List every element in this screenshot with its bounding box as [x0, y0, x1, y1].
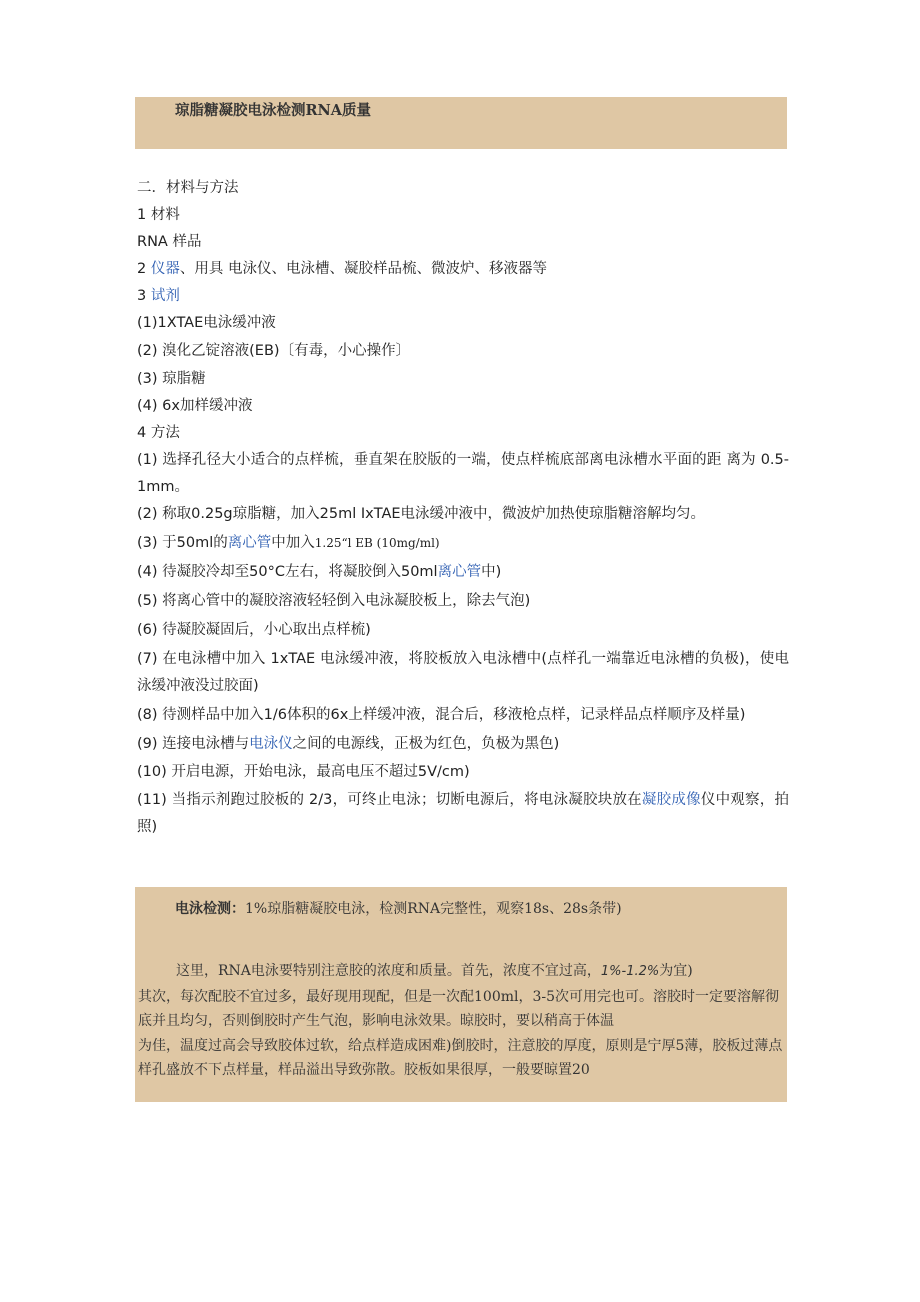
- reagent-item: (2) 溴化乙锭溶液(EB)〔有毒，小心操作〕: [137, 343, 411, 359]
- reagent-item: (4) 6x加样缓冲液: [137, 398, 253, 414]
- note-text: 其次，每次配胶不宜过多，最好现用现配，但是一次配100ml，3-5次可用完也可。溶胶时一定要溶解彻底并且均匀，否则倒胶时产生气泡，影响电泳效果。晾胶时，要以稍高于体温: [138, 988, 780, 1029]
- method-step: (2) 称取0.25g琼脂糖，加入25ml IxTAE电泳缓冲液中，微波炉加热使琼脂糖溶解均匀。: [137, 506, 706, 522]
- method-step: (7) 在电泳槽中加入 1xTAE 电泳缓冲液，将胶板放入电泳槽中(点样孔一端靠近电泳槽的负极)，使电泳缓冲液没过胶面): [137, 651, 789, 694]
- method-step: (3) 于50ml的离心管中加入1.25“l EB (10mg/ml): [137, 535, 440, 551]
- method-step: (5) 将离心管中的凝胶溶液轻轻倒入电泳凝胶板上，除去气泡): [137, 593, 531, 609]
- electrophoresis-apparatus-link[interactable]: 电泳仪: [249, 736, 293, 752]
- note-title: 电泳检测：1%琼脂糖凝胶电泳，检测RNA完整性，观察18s、28s条带): [175, 901, 622, 917]
- method-step: (10) 开启电源，开始电泳，最高电压不超过5V/cm): [137, 764, 470, 780]
- note-box: [135, 887, 787, 1102]
- instruments-line: 2 仪器、用具 电泳仪、电泳槽、凝胶样品梳、微波炉、移液器等: [137, 261, 547, 277]
- note-label: 电泳检测：: [175, 901, 245, 917]
- method-step: (4) 待凝胶冷却至50°C左右，将凝胶倒入50ml离心管中): [137, 564, 502, 580]
- methods-heading: 4 方法: [137, 425, 180, 441]
- page-title: 琼脂糖凝胶电泳检测RNA质量: [175, 102, 372, 119]
- centrifuge-tube-link[interactable]: 离心管: [227, 535, 272, 551]
- title-banner: [135, 97, 787, 149]
- method-step: (9) 连接电泳槽与电泳仪之间的电源线，正极为红色，负极为黑色): [137, 736, 560, 752]
- gel-imaging-link[interactable]: 凝胶成像: [641, 792, 701, 808]
- note-paragraph: 这里，RNA电泳要特别注意胶的浓度和质量。首先，浓度不宜过高，1%-1.2%为宜) 其次，每次配胶不宜过多，最好现用现配，但是一次配100ml，3-5次可用完也可。溶胶时一定要溶解彻底并且均匀，否则倒胶时产生气泡，影响电泳效果。晾胶时，要以稍高于体温 为佳，温度过高会导致胶体过软，给点样造成困难)倒胶时，注意胶的厚度，原则是宁厚5薄，胶板过薄点样孔盛放不下点样量，样品溢出导致弥散。胶板如果很厚，一般要晾置20: [138, 959, 786, 1083]
- note-text: 为佳，温度过高会导致胶体过软，给点样造成困难)倒胶时，注意胶的厚度，原则是宁厚5薄，胶板过薄点样孔盛放不下点样量，样品溢出导致弥散。胶板如果很厚，一般要晾置20: [138, 1037, 783, 1078]
- centrifuge-tube-link[interactable]: 离心管: [437, 564, 482, 580]
- method-step: (8) 待测样品中加入1/6体积的6x上样缓冲液，混合后，移液枪点样，记录样品点样顺序及样量): [137, 707, 746, 723]
- materials-heading: 1 材料: [137, 207, 180, 223]
- materials-item: RNA 样品: [137, 234, 202, 250]
- reagent-item: (3) 琼脂糖: [137, 371, 206, 387]
- method-step: (1) 选择孔径大小适合的点样梳，垂直架在胶版的一端，使点样梳底部离电泳槽水平面的距 离为 0.5-1mm。: [137, 452, 789, 495]
- reagent-item: (1)1XTAE电泳缓冲液: [137, 315, 276, 331]
- reagents-link[interactable]: 试剂: [150, 288, 180, 304]
- instruments-link[interactable]: 仪器: [150, 261, 180, 277]
- document-body: [137, 175, 789, 841]
- section-heading: 二．材料与方法: [137, 180, 239, 196]
- reagents-line: 3 试剂: [137, 288, 180, 304]
- method-step: (6) 待凝胶凝固后，小心取出点样梳): [137, 622, 371, 638]
- method-step: (11) 当指示剂跑过胶板的 2/3，可终止电泳；切断电源后，将电泳凝胶块放在凝胶成像仪中观察，拍照): [137, 792, 789, 835]
